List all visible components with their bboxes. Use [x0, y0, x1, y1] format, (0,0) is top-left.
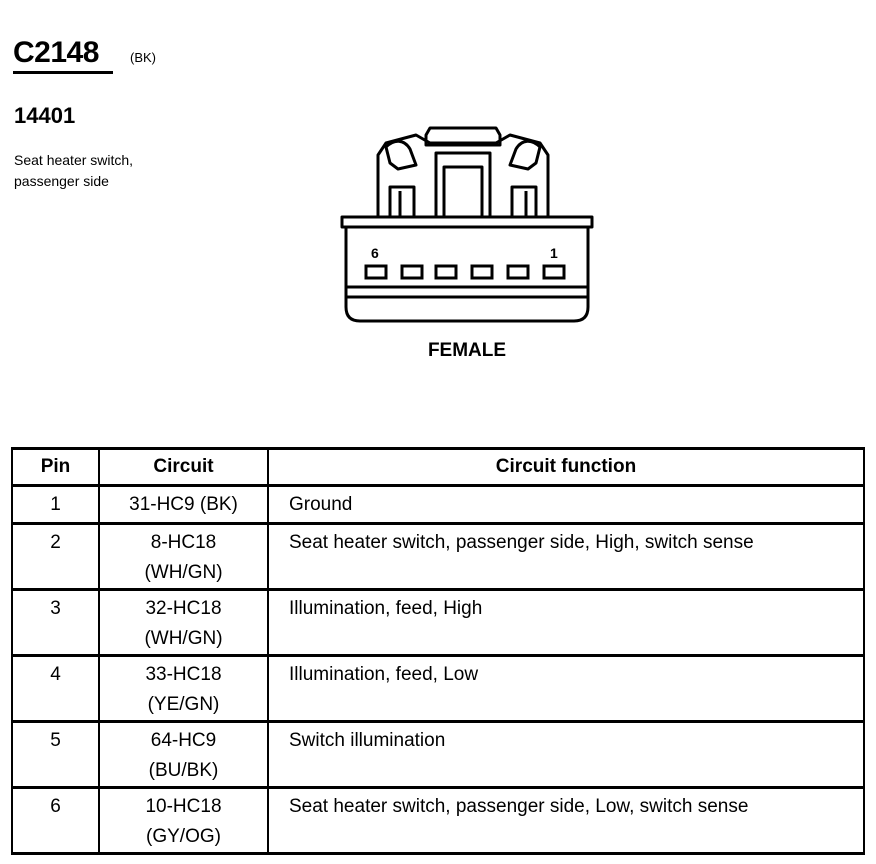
table-row: [12, 486, 864, 524]
circuit-function: Illumination, feed, Low: [268, 656, 864, 722]
circuit-id: 10-HC18: [145, 796, 222, 817]
connector-right-window: [512, 187, 536, 219]
header-circuit-function: Circuit function: [268, 449, 864, 486]
pin-number: 1: [12, 486, 99, 524]
pin-number: 2: [12, 524, 99, 590]
circuit-function: Ground: [268, 486, 864, 524]
circuit-cell: [99, 524, 268, 590]
circuit-cell: [99, 656, 268, 722]
circuit-id: 8-HC18: [150, 532, 217, 553]
table-row: [12, 524, 864, 590]
circuit-function: Switch illumination: [268, 722, 864, 788]
wire-color: (YE/GN): [147, 694, 220, 715]
connector-left-window: [390, 187, 414, 219]
circuit-function: Seat heater switch, passenger side, Low, switch sense: [268, 788, 864, 854]
pin-cavity-2: [508, 266, 528, 278]
header-pin: Pin: [12, 449, 99, 486]
pin-label-1: 1: [550, 245, 558, 261]
description-line-1: Seat heater switch,: [14, 152, 134, 168]
circuit-id: 31-HC9 (BK): [129, 494, 238, 515]
table-row: [12, 722, 864, 788]
table-header-row: [12, 449, 864, 486]
circuit-id: 33-HC18: [145, 664, 222, 685]
wire-color: (WH/GN): [144, 628, 223, 649]
connector-id-underline: [13, 71, 113, 74]
connector-left-ear: [386, 141, 416, 169]
table-row: [12, 590, 864, 656]
circuit-function: Illumination, feed, High: [268, 590, 864, 656]
circuit-id: 64-HC9: [150, 730, 217, 751]
wire-color: (BU/BK): [148, 760, 219, 781]
pin-cavity-3: [472, 266, 492, 278]
circuit-function: Seat heater switch, passenger side, High, switch sense: [268, 524, 864, 590]
pin-label-6: 6: [371, 245, 379, 261]
wire-color: (WH/GN): [144, 562, 223, 583]
connector-right-ear: [510, 141, 540, 169]
component-description: [14, 150, 133, 192]
pin-cavity-6: [366, 266, 386, 278]
pin-cavity-1: [544, 266, 564, 278]
circuit-cell: [99, 590, 268, 656]
table-row: [12, 788, 864, 854]
connector-face-diagram: [338, 125, 598, 325]
connector-gender-label: FEMALE: [427, 340, 507, 361]
table-row: [12, 656, 864, 722]
pin-number: 3: [12, 590, 99, 656]
pin-cavity-5: [402, 266, 422, 278]
connector-id: C2148: [13, 36, 99, 69]
connector-color: (BK): [130, 50, 156, 65]
pin-number: 5: [12, 722, 99, 788]
part-number: 14401: [14, 103, 76, 128]
pin-cavity-4: [436, 266, 456, 278]
circuit-id: 32-HC18: [145, 598, 222, 619]
wire-color: (GY/OG): [146, 826, 221, 847]
pin-number: 4: [12, 656, 99, 722]
description-line-2: passenger side: [14, 173, 109, 189]
circuit-cell: [99, 788, 268, 854]
pinout-table: [11, 447, 865, 855]
connector-skirt: [346, 297, 588, 321]
circuit-cell: [99, 486, 268, 524]
header-circuit: Circuit: [99, 449, 268, 486]
circuit-cell: [99, 722, 268, 788]
pin-number: 6: [12, 788, 99, 854]
